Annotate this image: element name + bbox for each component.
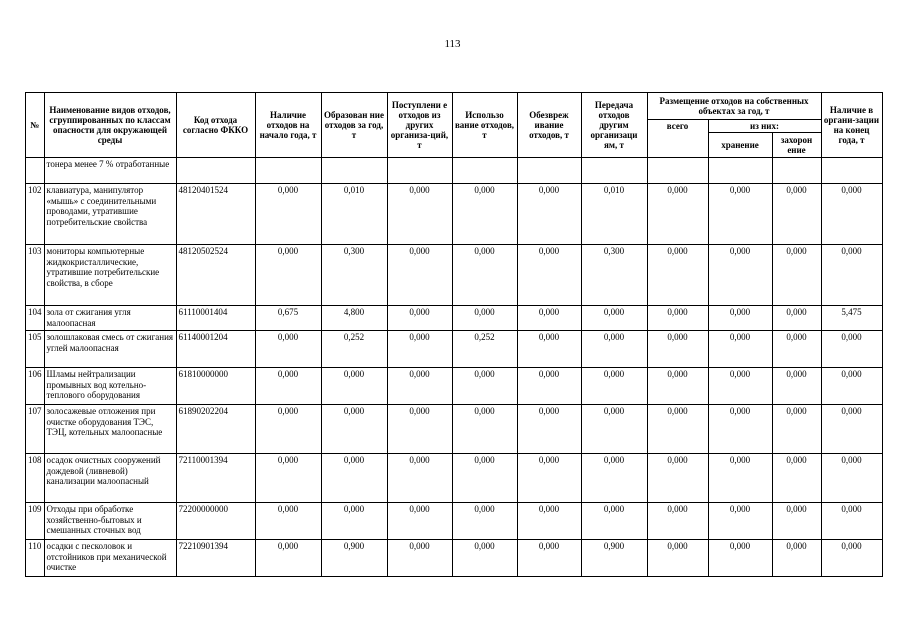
row-value: 0,000: [517, 454, 581, 503]
row-num: [26, 158, 45, 184]
row-value: 0,000: [321, 454, 387, 503]
row-value: 0,000: [581, 405, 647, 454]
row-value: 0,252: [321, 331, 387, 368]
row-name: осадок очистных сооружений дождевой (ливневой) канализации малоопасный: [44, 454, 176, 503]
table-row: [26, 184, 883, 245]
row-value: 0,000: [452, 503, 517, 540]
row-value: 0,000: [708, 306, 772, 331]
row-value: 0,000: [517, 503, 581, 540]
row-value: 0,000: [452, 368, 517, 405]
row-num: 103: [26, 245, 45, 306]
row-value: 0,000: [517, 331, 581, 368]
table-row: [26, 158, 883, 184]
row-num: 110: [26, 540, 45, 577]
row-value: 0,000: [772, 368, 821, 405]
row-value: 0,010: [581, 184, 647, 245]
row-value: 0,000: [772, 245, 821, 306]
row-num: 102: [26, 184, 45, 245]
row-value: 0,675: [255, 306, 321, 331]
row-code: 72210901394: [176, 540, 255, 577]
row-value: 0,000: [517, 540, 581, 577]
row-cell: [176, 158, 255, 184]
row-value: 0,000: [708, 331, 772, 368]
row-name: Отходы при обработке хозяйственно-бытовых и смешанных сточных вод: [44, 503, 176, 540]
row-value: 0,000: [387, 368, 452, 405]
row-value: 0,000: [772, 540, 821, 577]
row-value: 0,000: [647, 405, 708, 454]
row-value: 0,000: [387, 184, 452, 245]
header-name: Наименование видов отходов, сгруппированных по классам опасности для окружающей среды: [44, 93, 176, 158]
row-value: 0,000: [708, 540, 772, 577]
row-code: 72200000000: [176, 503, 255, 540]
row-code: 61110001404: [176, 306, 255, 331]
row-code: 48120502524: [176, 245, 255, 306]
table-row: [26, 405, 883, 454]
row-value: 0,000: [452, 306, 517, 331]
row-cell: [452, 158, 517, 184]
header-placement: Размещение отходов на собственных объектах за год, т: [647, 93, 821, 120]
row-value: 0,000: [387, 331, 452, 368]
table-row: [26, 245, 883, 306]
row-name: зола от сжигания угля малоопасная: [44, 306, 176, 331]
header-formed: Образован ние отходов за год, т: [321, 93, 387, 158]
table-header: [26, 93, 883, 158]
row-value: 0,000: [821, 184, 882, 245]
page-number: 113: [444, 38, 461, 50]
row-value: 0,000: [647, 454, 708, 503]
row-value: 0,000: [452, 184, 517, 245]
row-cell: [772, 158, 821, 184]
row-value: 0,000: [647, 368, 708, 405]
header-neutralized: Обезвреж ивание отходов, т: [517, 93, 581, 158]
row-value: 0,000: [452, 540, 517, 577]
header-num: №: [26, 93, 45, 158]
row-value: 0,000: [821, 245, 882, 306]
row-name: осадки с песколовок и отстойников при механической очистке: [44, 540, 176, 577]
row-value: 0,000: [255, 540, 321, 577]
row-value: 0,300: [321, 245, 387, 306]
row-value: 0,000: [772, 454, 821, 503]
table-body: [26, 158, 883, 577]
row-value: 0,000: [321, 503, 387, 540]
row-value: 0,000: [452, 405, 517, 454]
header-total: всего: [647, 120, 708, 158]
waste-table: [25, 92, 883, 577]
row-value: 0,000: [581, 331, 647, 368]
row-value: 0,300: [581, 245, 647, 306]
row-value: 0,000: [772, 331, 821, 368]
row-num: 108: [26, 454, 45, 503]
row-code: 72110001394: [176, 454, 255, 503]
row-cell: [581, 158, 647, 184]
row-value: 0,000: [821, 454, 882, 503]
row-value: 0,000: [255, 454, 321, 503]
row-value: 0,000: [821, 405, 882, 454]
row-name: мониторы компьютерные жидкокристаллические, утратившие потребительские свойства, в сборе: [44, 245, 176, 306]
row-num: 106: [26, 368, 45, 405]
row-value: 0,000: [255, 503, 321, 540]
row-value: 0,000: [387, 503, 452, 540]
header-end: Наличие в органи-зации на конец года, т: [821, 93, 882, 158]
row-code: 61890202204: [176, 405, 255, 454]
row-name: клавиатура, манипулятор «мышь» с соединительными проводами, утратившие потребительские свойства: [44, 184, 176, 245]
row-value: 0,000: [647, 245, 708, 306]
header-transferred: Передача отходов другим организаци ям, т: [581, 93, 647, 158]
row-value: 0,000: [255, 184, 321, 245]
header-start: Наличие отходов на начало года, т: [255, 93, 321, 158]
row-value: 0,000: [708, 245, 772, 306]
table-row: [26, 331, 883, 368]
row-value: 0,000: [517, 245, 581, 306]
row-num: 104: [26, 306, 45, 331]
row-value: 0,000: [581, 306, 647, 331]
table-row: [26, 540, 883, 577]
row-value: 0,000: [708, 503, 772, 540]
row-num: 107: [26, 405, 45, 454]
row-cell: [517, 158, 581, 184]
row-code: 61810000000: [176, 368, 255, 405]
row-value: 0,000: [647, 503, 708, 540]
row-cell: [647, 158, 708, 184]
header-used: Использо вание отходов, т: [452, 93, 517, 158]
row-cell: [387, 158, 452, 184]
row-value: 0,000: [452, 454, 517, 503]
row-value: 0,000: [255, 405, 321, 454]
row-value: 0,000: [255, 245, 321, 306]
row-value: 0,000: [517, 306, 581, 331]
header-burial: захорон ение: [772, 133, 821, 158]
row-value: 0,000: [708, 405, 772, 454]
row-value: 0,000: [647, 331, 708, 368]
row-num: 105: [26, 331, 45, 368]
row-value: 0,000: [387, 245, 452, 306]
row-value: 0,900: [581, 540, 647, 577]
row-name: золосажевые отложения при очистке оборудования ТЭС, ТЭЦ, котельных малоопасные: [44, 405, 176, 454]
row-value: 0,000: [821, 331, 882, 368]
row-value: 0,000: [452, 245, 517, 306]
row-value: 0,000: [772, 184, 821, 245]
row-value: 0,000: [581, 503, 647, 540]
row-name: тонера менее 7 % отработанные: [44, 158, 176, 184]
row-value: 0,000: [647, 540, 708, 577]
row-value: 0,000: [581, 454, 647, 503]
row-value: 0,000: [708, 368, 772, 405]
row-value: 0,000: [708, 184, 772, 245]
row-name: Шламы нейтрализации промывных вод котельно-теплового оборудования: [44, 368, 176, 405]
row-value: 0,000: [387, 306, 452, 331]
row-cell: [708, 158, 772, 184]
row-value: 0,000: [321, 368, 387, 405]
table-row: [26, 503, 883, 540]
row-value: 0,000: [647, 184, 708, 245]
row-cell: [255, 158, 321, 184]
row-value: 0,000: [517, 368, 581, 405]
row-value: 0,000: [821, 540, 882, 577]
row-value: 0,000: [517, 405, 581, 454]
row-cell: [321, 158, 387, 184]
header-code: Код отхода согласно ФККО: [176, 93, 255, 158]
row-value: 0,010: [321, 184, 387, 245]
row-value: 4,800: [321, 306, 387, 331]
row-name: золошлаковая смесь от сжигания углей малоопасная: [44, 331, 176, 368]
row-value: 0,000: [387, 540, 452, 577]
header-of-which: из них:: [708, 120, 821, 133]
row-value: 0,000: [821, 368, 882, 405]
row-value: 0,000: [517, 184, 581, 245]
header-storage: хранение: [708, 133, 772, 158]
row-code: 61140001204: [176, 331, 255, 368]
row-code: 48120401524: [176, 184, 255, 245]
row-value: 0,000: [255, 368, 321, 405]
row-value: 0,900: [321, 540, 387, 577]
header-received: Поступлени е отходов из других организа-ций, т: [387, 93, 452, 158]
row-num: 109: [26, 503, 45, 540]
row-value: 0,000: [772, 405, 821, 454]
row-value: 0,000: [387, 405, 452, 454]
row-value: 0,000: [772, 503, 821, 540]
row-value: 0,000: [708, 454, 772, 503]
row-value: 5,475: [821, 306, 882, 331]
row-value: 0,252: [452, 331, 517, 368]
table-row: [26, 454, 883, 503]
row-value: 0,000: [581, 368, 647, 405]
row-value: 0,000: [647, 306, 708, 331]
row-value: 0,000: [321, 405, 387, 454]
table-row: [26, 306, 883, 331]
row-value: 0,000: [772, 306, 821, 331]
table-row: [26, 368, 883, 405]
row-value: 0,000: [255, 331, 321, 368]
row-cell: [821, 158, 882, 184]
row-value: 0,000: [821, 503, 882, 540]
row-value: 0,000: [387, 454, 452, 503]
